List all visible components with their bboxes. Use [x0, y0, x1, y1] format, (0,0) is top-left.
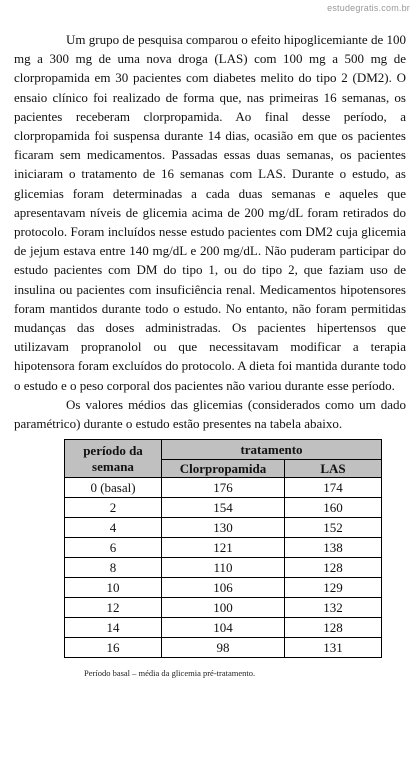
period-cell: 0 (basal) [65, 478, 162, 498]
table-row [65, 498, 382, 518]
las-cell: 160 [285, 498, 382, 518]
table-row [65, 478, 382, 498]
las-cell: 152 [285, 518, 382, 538]
las-cell: 131 [285, 638, 382, 658]
table-row [65, 538, 382, 558]
las-cell: 128 [285, 558, 382, 578]
period-cell: 16 [65, 638, 162, 658]
clorpropamida-cell: 121 [162, 538, 285, 558]
table-row [65, 558, 382, 578]
table-row [65, 518, 382, 538]
period-column-header [65, 440, 162, 478]
clorpropamida-cell: 104 [162, 618, 285, 638]
clorpropamida-cell: 176 [162, 478, 285, 498]
glycemia-table [64, 439, 382, 658]
las-cell: 138 [285, 538, 382, 558]
las-cell: 174 [285, 478, 382, 498]
period-cell: 10 [65, 578, 162, 598]
clorpropamida-cell: 110 [162, 558, 285, 578]
period-cell: 8 [65, 558, 162, 578]
treatment-header: tratamento [162, 440, 382, 460]
document-body [14, 30, 406, 678]
table-intro-paragraph: Os valores médios das glicemias (considerados como um dado paramétrico) durante o estudo estão presentes na tabela abaixo. [14, 396, 406, 432]
clorpropamida-cell: 130 [162, 518, 285, 538]
period-header-line2: semana [92, 458, 134, 474]
clorpropamida-cell: 100 [162, 598, 285, 618]
clorpropamida-column-header: Clorpropamida [162, 460, 285, 478]
period-cell: 14 [65, 618, 162, 638]
table-row [65, 618, 382, 638]
table-footnote: Período basal – média da glicemia pré-tratamento. [84, 668, 256, 679]
las-column-header: LAS [285, 460, 382, 478]
period-cell: 2 [65, 498, 162, 518]
period-cell: 12 [65, 598, 162, 618]
study-description-paragraph: Um grupo de pesquisa comparou o efeito hipoglicemiante de 100 mg a 300 mg de uma nova droga (LAS) com 100 mg a 500 mg de clorpropamida em 30 pacientes com diabetes melito do tipo 2 (DM2). O ensaio clínico foi realizado de forma que, nas primeiras 16 semanas, os pacientes receberam clorpropamida. Ao final desse período, a clorpropamida foi suspensa durante 14 dias, ocasião em que os pacientes ficaram sem medicamentos. Passadas essas duas semanas, os pacientes iniciaram o tratamento de 16 semanas com LAS. Durante o estudo, as glicemias foram determinadas a cada duas semanas e aqueles que apresentavam níveis de glicemia acima de 200 mg/dL foram retirados do protocolo. Foram incluídos nesse estudo pacientes com DM2 cuja glicemia de jejum estava entre 140 mg/dL e 200 mg/dL. Não puderam participar do estudo pacientes com DM do tipo 1, ou do tipo 2, que faziam uso de insulina ou pacientes com insuficiência renal. Medicamentos hipotensores foram mantidos durante todo o estudo. No entanto, não foram permitidas mudanças das doses administradas. Os pacientes hipertensos que utilizavam propranolol ou que necessitavam modificar a terapia hipotensora foram excluídos do protocolo. A dieta foi mantida durante todo o estudo e o peso corporal dos pacientes não variou durante esse período. [14, 32, 406, 393]
las-cell: 128 [285, 618, 382, 638]
table-row [65, 598, 382, 618]
clorpropamida-cell: 106 [162, 578, 285, 598]
period-header-line1: período da [83, 442, 143, 458]
las-cell: 129 [285, 578, 382, 598]
table-row [65, 638, 382, 658]
glycemia-table-container [64, 439, 406, 658]
las-cell: 132 [285, 598, 382, 618]
period-cell: 4 [65, 518, 162, 538]
table-row [65, 578, 382, 598]
site-watermark: estudegratis.com.br [327, 3, 410, 13]
period-cell: 6 [65, 538, 162, 558]
table-body [65, 478, 382, 658]
clorpropamida-cell: 98 [162, 638, 285, 658]
clorpropamida-cell: 154 [162, 498, 285, 518]
